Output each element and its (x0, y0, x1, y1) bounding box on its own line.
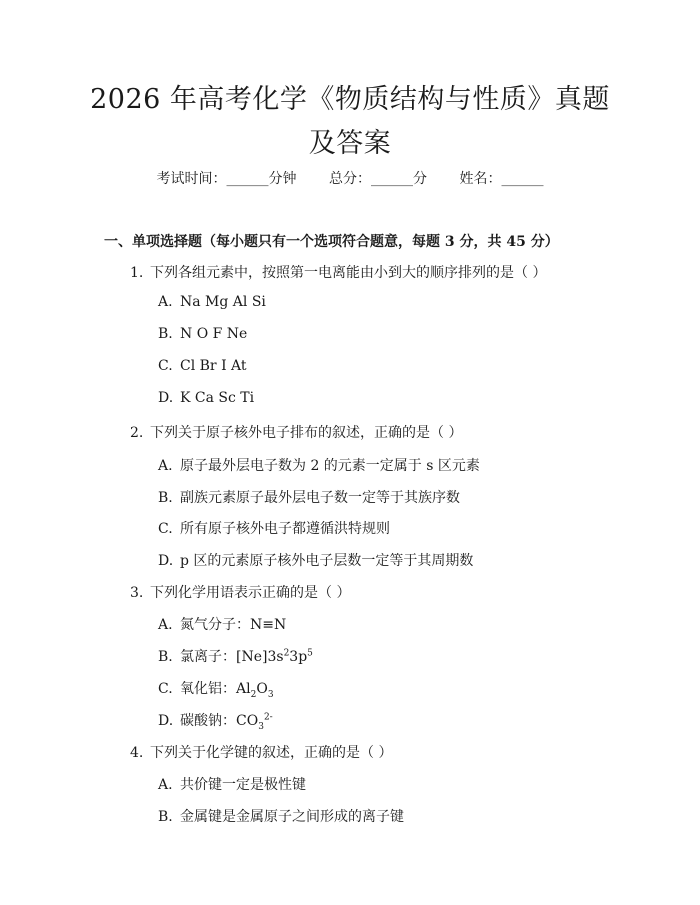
question-number: 1. (130, 265, 144, 281)
option (158, 518, 390, 538)
option (158, 390, 254, 406)
option (158, 455, 480, 475)
question-1 (130, 262, 546, 282)
question-number: 4. (130, 745, 144, 761)
option-text: 副族元素原子最外层电子数一定等于其族序数 (180, 490, 460, 506)
subscript: 3 (258, 721, 264, 732)
option (158, 487, 460, 507)
exam-score: 总分：______分 (329, 171, 427, 187)
option (158, 710, 273, 732)
option-text: p 区的元素原子核外电子层数一定等于其周期数 (180, 553, 474, 569)
page-title: 2026 年高考化学《物质结构与性质》真题及答案 (90, 84, 610, 159)
superscript: 5 (307, 648, 313, 659)
subscript: 2 (250, 689, 257, 700)
option (158, 678, 274, 700)
option (158, 550, 473, 570)
question-number: 2. (130, 425, 144, 441)
option-text-prefix: 碳酸钠：CO (180, 713, 259, 729)
option (158, 358, 247, 374)
option-letter: C. (158, 521, 173, 537)
option-letter: C. (158, 681, 173, 697)
option-text: 共价键一定是极性键 (180, 777, 306, 793)
option-letter: A. (158, 458, 173, 474)
option (158, 806, 404, 826)
question-4 (130, 742, 392, 762)
superscript: 2 (283, 648, 290, 659)
option-text: 原子最外层电子数为 2 的元素一定属于 s 区元素 (180, 458, 480, 474)
option-text: 金属键是金属原子之间形成的离子键 (180, 809, 404, 825)
question-3 (130, 582, 350, 602)
question-text: 下列化学用语表示正确的是（ ） (150, 585, 351, 601)
option-text: 所有原子核外电子都遵循洪特规则 (180, 521, 390, 537)
option-text-prefix: 氧化铝：Al (180, 681, 251, 697)
option-letter: B. (158, 809, 173, 825)
option (158, 614, 286, 634)
option-text-prefix: 氯离子：[Ne]3s (180, 649, 284, 665)
option-letter: D. (158, 713, 174, 729)
question-number: 3. (130, 585, 144, 601)
option-letter: C. (158, 358, 173, 374)
option-text: N O F Ne (180, 326, 248, 342)
option-letter: A. (158, 294, 173, 310)
question-2 (130, 422, 462, 442)
option-text: Cl Br I At (180, 358, 247, 374)
option-letter: D. (158, 390, 174, 406)
option-text: Na Mg Al Si (180, 294, 266, 310)
option (158, 774, 306, 794)
option-letter: B. (158, 326, 173, 342)
option (158, 294, 266, 310)
exam-time: 考试时间：______分钟 (156, 171, 297, 187)
section-heading: 一、单项选择题（每小题只有一个选项符合题意，每题 3 分，共 45 分） (104, 234, 559, 250)
option-letter: A. (158, 617, 173, 633)
superscript: 2- (263, 712, 273, 723)
option-letter: B. (158, 490, 173, 506)
question-text: 下列关于原子核外电子排布的叙述，正确的是（ ） (150, 425, 463, 441)
option-letter: B. (158, 649, 173, 665)
option (158, 326, 247, 342)
option-text: K Ca Sc Ti (180, 390, 255, 406)
option-letter: D. (158, 553, 174, 569)
option-text-mid: 3p (289, 649, 308, 665)
question-text: 下列关于化学键的叙述，正确的是（ ） (150, 745, 393, 761)
student-name: 姓名：______ (459, 171, 544, 187)
question-text: 下列各组元素中，按照第一电离能由小到大的顺序排列的是（ ） (150, 265, 547, 281)
exam-info (0, 168, 700, 188)
option-text-mid: O (256, 681, 268, 697)
option-letter: A. (158, 777, 173, 793)
option (158, 646, 313, 666)
subscript: 3 (267, 689, 274, 700)
option-text: 氮气分子：N≡N (180, 617, 287, 633)
